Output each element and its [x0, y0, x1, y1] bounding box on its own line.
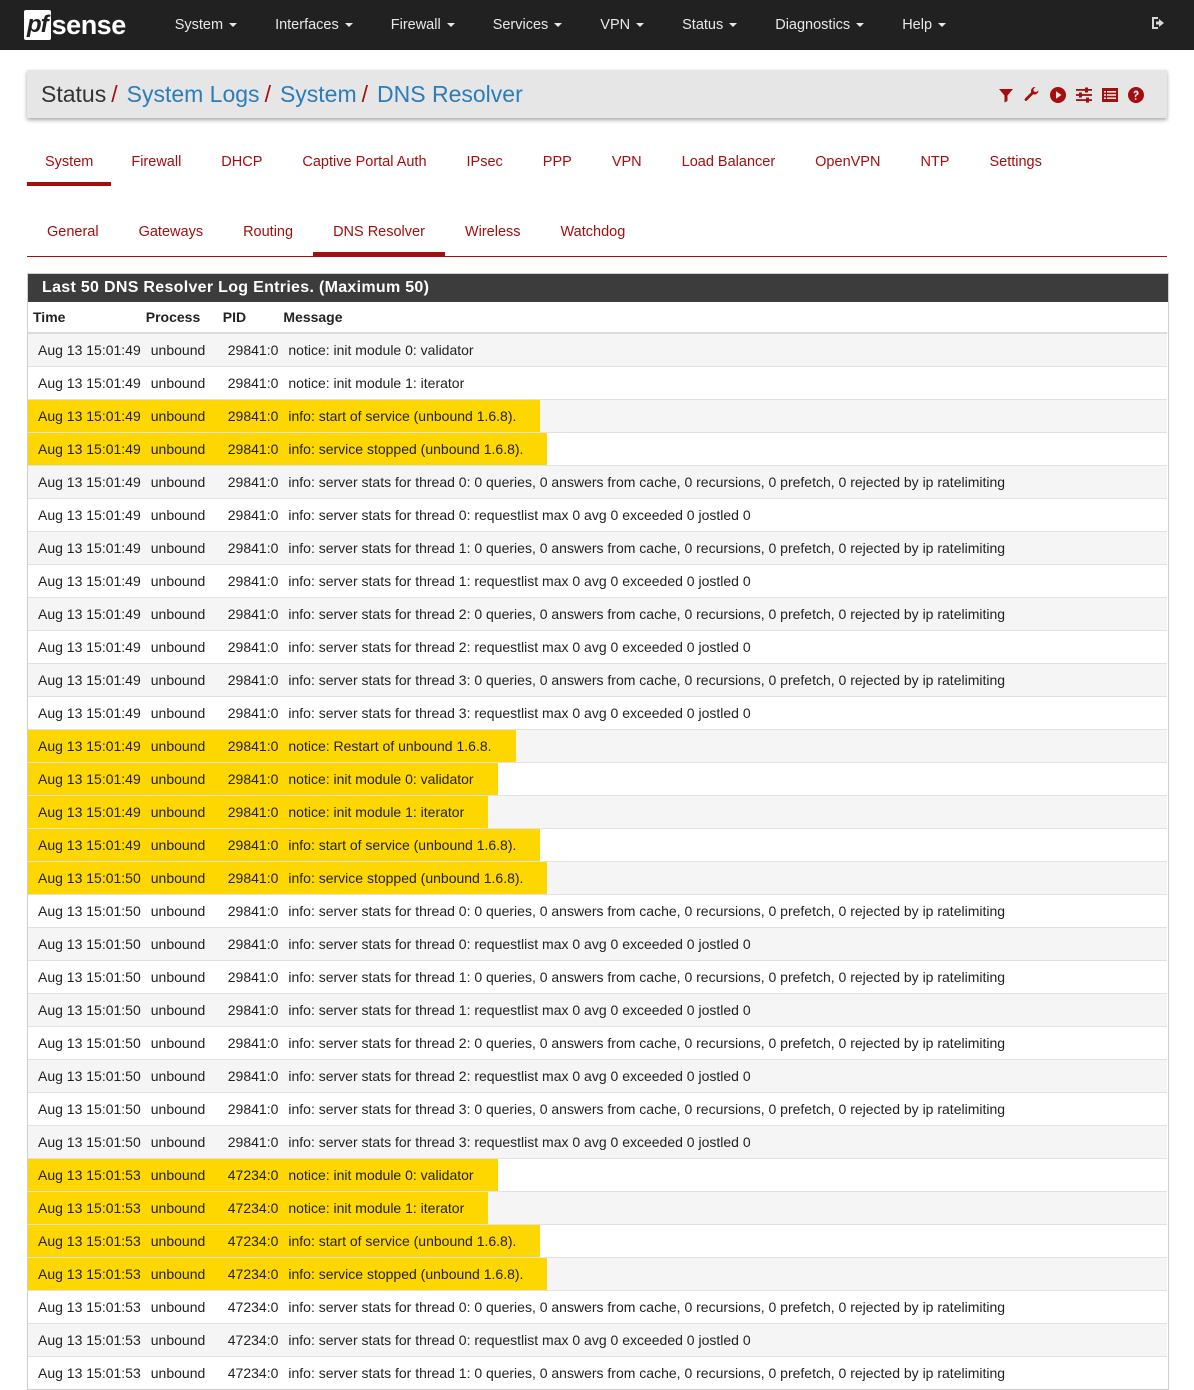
menu-services[interactable] — [474, 0, 582, 50]
log-pid: 29841:0 — [218, 994, 279, 1027]
log-time: Aug 13 15:01:49 — [28, 333, 141, 367]
log-message — [278, 433, 1167, 466]
log-message-text: info: server stats for thread 2: 0 queries, 0 answers from cache, 0 recursions, 0 prefetch, 0 rejected by ip ratelimiting — [288, 606, 1006, 622]
log-pid: 47234:0 — [218, 1225, 279, 1258]
caret-down-icon — [554, 23, 562, 27]
log-process: unbound — [141, 961, 218, 994]
log-pid: 29841:0 — [218, 333, 279, 367]
log-time: Aug 13 15:01:49 — [28, 499, 141, 532]
log-category-tabs — [27, 142, 1167, 187]
log-message-text: info: server stats for thread 0: 0 queries, 0 answers from cache, 0 recursions, 0 prefetch, 0 rejected by ip ratelimiting — [288, 474, 1006, 490]
log-process: unbound — [141, 1225, 218, 1258]
menu-label: Services — [492, 17, 549, 33]
menu-vpn[interactable] — [581, 0, 663, 50]
subtab-watchdog[interactable]: Watchdog — [560, 224, 626, 240]
log-process: unbound — [141, 697, 218, 730]
caret-down-icon — [345, 23, 353, 27]
log-pid: 29841:0 — [218, 1027, 279, 1060]
table-row — [28, 565, 1167, 598]
log-pid: 29841:0 — [218, 499, 279, 532]
log-message — [278, 1291, 1167, 1324]
log-pid: 29841:0 — [218, 466, 279, 499]
log-pid: 29841:0 — [218, 400, 279, 433]
log-message-text: info: server stats for thread 1: 0 queries, 0 answers from cache, 0 recursions, 0 prefetch, 0 rejected by ip ratelimiting — [288, 540, 1006, 556]
log-time: Aug 13 15:01:49 — [28, 466, 141, 499]
log-process: unbound — [141, 1093, 218, 1126]
log-pid: 29841:0 — [218, 1126, 279, 1159]
log-time: Aug 13 15:01:49 — [28, 565, 141, 598]
log-pid: 29841:0 — [218, 730, 279, 763]
log-pid: 29841:0 — [218, 763, 279, 796]
log-time: Aug 13 15:01:50 — [28, 994, 141, 1027]
list-alt-icon[interactable] — [1101, 86, 1119, 104]
menu-system[interactable] — [156, 0, 256, 50]
log-time: Aug 13 15:01:50 — [28, 961, 141, 994]
log-time: Aug 13 15:01:53 — [28, 1159, 141, 1192]
log-process: unbound — [141, 862, 218, 895]
log-pid: 47234:0 — [218, 1258, 279, 1291]
log-pid: 29841:0 — [218, 1093, 279, 1126]
log-message-text: info: server stats for thread 0: requestlist max 0 avg 0 exceeded 0 jostled 0 — [288, 936, 751, 952]
log-table — [28, 302, 1167, 1389]
system-log-subtabs — [27, 212, 1167, 257]
log-pid: 29841:0 — [218, 1060, 279, 1093]
breadcrumb-status: Status — [41, 80, 107, 107]
log-message — [278, 466, 1167, 499]
log-message-text: info: server stats for thread 1: 0 queries, 0 answers from cache, 0 recursions, 0 prefetch, 0 rejected by ip ratelimiting — [288, 1365, 1006, 1381]
log-time: Aug 13 15:01:49 — [28, 664, 141, 697]
log-process: unbound — [141, 1291, 218, 1324]
table-row — [28, 1258, 1167, 1291]
table-row — [28, 1324, 1167, 1357]
log-process: unbound — [141, 532, 218, 565]
column-header-message: Message — [278, 302, 1167, 333]
log-message — [278, 961, 1167, 994]
log-time: Aug 13 15:01:49 — [28, 598, 141, 631]
log-message — [278, 598, 1167, 631]
column-header-time: Time — [28, 302, 141, 333]
subtab-general[interactable]: General — [47, 224, 99, 240]
menu-help[interactable] — [883, 0, 965, 50]
logo-sense: sense — [51, 9, 126, 40]
breadcrumb-dns-resolver[interactable]: DNS Resolver — [377, 80, 523, 107]
sliders-icon[interactable] — [1075, 86, 1093, 104]
log-message-text: notice: init module 1: iterator — [278, 796, 488, 828]
log-time: Aug 13 15:01:50 — [28, 895, 141, 928]
log-time: Aug 13 15:01:49 — [28, 631, 141, 664]
log-time: Aug 13 15:01:53 — [28, 1192, 141, 1225]
log-time: Aug 13 15:01:49 — [28, 532, 141, 565]
log-message-text: info: server stats for thread 1: requestlist max 0 avg 0 exceeded 0 jostled 0 — [288, 573, 751, 589]
log-message — [278, 367, 1167, 400]
menu-label: VPN — [600, 17, 631, 33]
log-pid: 29841:0 — [218, 961, 279, 994]
subtab-wireless[interactable]: Wireless — [464, 224, 521, 240]
table-row — [28, 763, 1167, 796]
table-row — [28, 730, 1167, 763]
log-message — [278, 1027, 1167, 1060]
table-row — [28, 1225, 1167, 1258]
breadcrumb — [41, 81, 523, 108]
log-message-text: notice: init module 0: validator — [288, 342, 474, 358]
column-header-process: Process — [141, 302, 218, 333]
log-process: unbound — [141, 631, 218, 664]
log-message-text: info: server stats for thread 2: requestlist max 0 avg 0 exceeded 0 jostled 0 — [288, 1068, 751, 1084]
main-menu — [156, 0, 965, 50]
table-row — [28, 1126, 1167, 1159]
log-process: unbound — [141, 466, 218, 499]
log-message — [278, 1258, 1167, 1291]
log-pid: 29841:0 — [218, 598, 279, 631]
log-message — [278, 1093, 1167, 1126]
log-pid: 29841:0 — [218, 928, 279, 961]
log-message-text: info: start of service (unbound 1.6.8). — [278, 400, 540, 432]
table-row — [28, 994, 1167, 1027]
log-time: Aug 13 15:01:49 — [28, 433, 141, 466]
log-message-text: info: server stats for thread 2: 0 queries, 0 answers from cache, 0 recursions, 0 prefetch, 0 rejected by ip ratelimiting — [288, 1035, 1006, 1051]
log-message — [278, 994, 1167, 1027]
log-message-text: info: server stats for thread 1: 0 queries, 0 answers from cache, 0 recursions, 0 prefetch, 0 rejected by ip ratelimiting — [288, 969, 1006, 985]
tab-load-balancer[interactable]: Load Balancer — [681, 154, 776, 170]
menu-label: Interfaces — [275, 17, 339, 33]
menu-label: Status — [682, 17, 724, 33]
log-message-text: info: server stats for thread 3: requestlist max 0 avg 0 exceeded 0 jostled 0 — [288, 705, 751, 721]
table-row — [28, 433, 1167, 466]
caret-down-icon — [856, 23, 864, 27]
log-pid: 47234:0 — [218, 1357, 279, 1390]
caret-down-icon — [229, 23, 237, 27]
table-row — [28, 466, 1167, 499]
log-message-text: notice: init module 1: iterator — [288, 375, 465, 391]
log-message-text: info: server stats for thread 1: requestlist max 0 avg 0 exceeded 0 jostled 0 — [288, 1002, 751, 1018]
log-time: Aug 13 15:01:50 — [28, 1027, 141, 1060]
log-pid: 29841:0 — [218, 532, 279, 565]
log-process: unbound — [141, 763, 218, 796]
log-message-text: info: server stats for thread 0: 0 queries, 0 answers from cache, 0 recursions, 0 prefetch, 0 rejected by ip ratelimiting — [288, 903, 1006, 919]
table-row — [28, 829, 1167, 862]
table-row — [28, 928, 1167, 961]
log-panel — [27, 273, 1169, 1390]
log-pid: 29841:0 — [218, 565, 279, 598]
log-message-text: info: server stats for thread 3: 0 queries, 0 answers from cache, 0 recursions, 0 prefetch, 0 rejected by ip ratelimiting — [288, 1101, 1006, 1117]
table-row — [28, 697, 1167, 730]
breadcrumb-bar — [27, 70, 1167, 118]
log-time: Aug 13 15:01:50 — [28, 928, 141, 961]
log-process: unbound — [141, 367, 218, 400]
log-message — [278, 1159, 1167, 1192]
question-circle-icon[interactable] — [1127, 86, 1145, 104]
log-message — [278, 697, 1167, 730]
tab-settings[interactable]: Settings — [989, 154, 1042, 170]
log-message-text: info: server stats for thread 0: requestlist max 0 avg 0 exceeded 0 jostled 0 — [288, 507, 751, 523]
log-pid: 29841:0 — [218, 796, 279, 829]
menu-firewall[interactable] — [372, 0, 474, 50]
log-message — [278, 499, 1167, 532]
log-pid: 29841:0 — [218, 697, 279, 730]
log-process: unbound — [141, 928, 218, 961]
log-process: unbound — [141, 1060, 218, 1093]
table-row — [28, 1192, 1167, 1225]
log-message — [278, 829, 1167, 862]
log-process: unbound — [141, 1027, 218, 1060]
log-process: unbound — [141, 1126, 218, 1159]
filter-icon[interactable] — [997, 86, 1015, 104]
log-message-text: notice: init module 0: validator — [278, 1159, 497, 1191]
table-row — [28, 499, 1167, 532]
log-process: unbound — [141, 433, 218, 466]
log-pid: 29841:0 — [218, 862, 279, 895]
log-message — [278, 928, 1167, 961]
tab-dhcp[interactable]: DHCP — [221, 154, 263, 170]
log-message — [278, 1357, 1167, 1390]
log-time: Aug 13 15:01:53 — [28, 1291, 141, 1324]
table-row — [28, 796, 1167, 829]
breadcrumb-system-logs[interactable]: System Logs — [126, 80, 260, 107]
top-navbar — [0, 0, 1194, 50]
breadcrumb-separator: / — [264, 80, 271, 107]
log-message — [278, 1324, 1167, 1357]
log-message — [278, 1060, 1167, 1093]
table-row — [28, 400, 1167, 433]
caret-down-icon — [636, 23, 644, 27]
tab-captive-portal-auth[interactable]: Captive Portal Auth — [302, 154, 427, 170]
log-message — [278, 565, 1167, 598]
pfsense-logo[interactable] — [24, 7, 126, 43]
table-row — [28, 862, 1167, 895]
log-process: unbound — [141, 1192, 218, 1225]
breadcrumb-actions — [997, 86, 1145, 104]
breadcrumb-separator: / — [361, 80, 369, 107]
log-message — [278, 1225, 1167, 1258]
tab-ipsec[interactable]: IPsec — [466, 154, 503, 170]
menu-diagnostics[interactable] — [756, 0, 883, 50]
column-header-pid: PID — [218, 302, 279, 333]
log-message-text: info: start of service (unbound 1.6.8). — [278, 1225, 540, 1257]
log-process: unbound — [141, 333, 218, 367]
log-process: unbound — [141, 1357, 218, 1390]
log-time: Aug 13 15:01:49 — [28, 730, 141, 763]
log-message-text: info: server stats for thread 3: requestlist max 0 avg 0 exceeded 0 jostled 0 — [288, 1134, 751, 1150]
subtab-dns-resolver[interactable]: DNS Resolver — [313, 212, 445, 256]
menu-label: Help — [902, 17, 933, 33]
log-message — [278, 631, 1167, 664]
tab-openvpn[interactable]: OpenVPN — [815, 154, 881, 170]
table-row — [28, 598, 1167, 631]
log-process: unbound — [141, 994, 218, 1027]
tab-ppp[interactable]: PPP — [542, 154, 572, 170]
log-process: unbound — [141, 400, 218, 433]
log-pid: 29841:0 — [218, 631, 279, 664]
tab-system[interactable]: System — [27, 142, 111, 186]
table-row — [28, 1027, 1167, 1060]
table-row — [28, 961, 1167, 994]
log-process: unbound — [141, 796, 218, 829]
log-pid: 29841:0 — [218, 367, 279, 400]
log-message — [278, 1126, 1167, 1159]
log-message — [278, 333, 1167, 367]
log-time: Aug 13 15:01:49 — [28, 697, 141, 730]
log-time: Aug 13 15:01:53 — [28, 1225, 141, 1258]
log-message-text: info: server stats for thread 3: 0 queries, 0 answers from cache, 0 recursions, 0 prefetch, 0 rejected by ip ratelimiting — [288, 672, 1006, 688]
menu-interfaces[interactable] — [256, 0, 372, 50]
log-message-text: info: start of service (unbound 1.6.8). — [278, 829, 540, 861]
log-process: unbound — [141, 499, 218, 532]
log-time: Aug 13 15:01:49 — [28, 763, 141, 796]
log-process: unbound — [141, 1159, 218, 1192]
table-row — [28, 664, 1167, 697]
table-row — [28, 333, 1167, 367]
log-time: Aug 13 15:01:49 — [28, 796, 141, 829]
log-message-text: notice: init module 1: iterator — [278, 1192, 488, 1224]
log-process: unbound — [141, 1258, 218, 1291]
table-header-row — [28, 302, 1167, 333]
log-message-text: info: service stopped (unbound 1.6.8). — [278, 862, 547, 894]
log-time: Aug 13 15:01:50 — [28, 1060, 141, 1093]
subtab-routing[interactable]: Routing — [243, 224, 294, 240]
breadcrumb-system[interactable]: System — [279, 80, 357, 107]
log-time: Aug 13 15:01:49 — [28, 829, 141, 862]
log-message — [278, 400, 1167, 433]
log-pid: 47234:0 — [218, 1291, 279, 1324]
table-row — [28, 631, 1167, 664]
table-row — [28, 1291, 1167, 1324]
caret-down-icon — [938, 23, 946, 27]
table-row — [28, 532, 1167, 565]
log-process: unbound — [141, 1324, 218, 1357]
log-message — [278, 796, 1167, 829]
log-pid: 47234:0 — [218, 1324, 279, 1357]
table-row — [28, 1357, 1167, 1390]
log-pid: 29841:0 — [218, 433, 279, 466]
log-message-text: info: service stopped (unbound 1.6.8). — [278, 433, 547, 465]
table-row — [28, 367, 1167, 400]
log-message — [278, 664, 1167, 697]
tab-firewall[interactable]: Firewall — [131, 154, 182, 170]
log-message-text: info: server stats for thread 0: 0 queries, 0 answers from cache, 0 recursions, 0 prefetch, 0 rejected by ip ratelimiting — [288, 1299, 1006, 1315]
log-message — [278, 763, 1167, 796]
play-circle-icon[interactable] — [1049, 86, 1067, 104]
log-message — [278, 730, 1167, 763]
logo-pf: pf — [24, 10, 51, 40]
breadcrumb-separator: / — [111, 80, 118, 107]
log-pid: 29841:0 — [218, 895, 279, 928]
log-pid: 29841:0 — [218, 664, 279, 697]
log-pid: 47234:0 — [218, 1192, 279, 1225]
table-row — [28, 1159, 1167, 1192]
log-process: unbound — [141, 895, 218, 928]
log-message-text: info: service stopped (unbound 1.6.8). — [278, 1258, 547, 1290]
log-time: Aug 13 15:01:50 — [28, 1093, 141, 1126]
caret-down-icon — [729, 23, 737, 27]
log-pid: 29841:0 — [218, 829, 279, 862]
menu-status[interactable] — [663, 0, 756, 50]
log-process: unbound — [141, 829, 218, 862]
log-message-text: info: server stats for thread 2: requestlist max 0 avg 0 exceeded 0 jostled 0 — [288, 639, 751, 655]
log-message — [278, 895, 1167, 928]
table-row — [28, 1060, 1167, 1093]
log-message — [278, 532, 1167, 565]
log-message — [278, 862, 1167, 895]
table-row — [28, 1093, 1167, 1126]
log-pid: 47234:0 — [218, 1159, 279, 1192]
log-time: Aug 13 15:01:53 — [28, 1324, 141, 1357]
log-process: unbound — [141, 664, 218, 697]
log-message-text: notice: Restart of unbound 1.6.8. — [278, 730, 515, 762]
wrench-icon[interactable] — [1023, 86, 1041, 104]
sign-out-icon[interactable] — [1150, 15, 1166, 31]
log-message — [278, 1192, 1167, 1225]
log-process: unbound — [141, 565, 218, 598]
log-time: Aug 13 15:01:49 — [28, 400, 141, 433]
log-time: Aug 13 15:01:53 — [28, 1258, 141, 1291]
log-time: Aug 13 15:01:50 — [28, 862, 141, 895]
log-message-text: info: server stats for thread 0: requestlist max 0 avg 0 exceeded 0 jostled 0 — [288, 1332, 751, 1348]
log-time: Aug 13 15:01:50 — [28, 1126, 141, 1159]
log-process: unbound — [141, 598, 218, 631]
table-row — [28, 895, 1167, 928]
panel-title: Last 50 DNS Resolver Log Entries. (Maximum 50) — [28, 274, 1168, 302]
log-process: unbound — [141, 730, 218, 763]
caret-down-icon — [447, 23, 455, 27]
subtab-gateways[interactable]: Gateways — [138, 224, 204, 240]
tab-vpn[interactable]: VPN — [611, 154, 642, 170]
log-time: Aug 13 15:01:49 — [28, 367, 141, 400]
log-message-text: notice: init module 0: validator — [278, 763, 497, 795]
tab-ntp[interactable]: NTP — [920, 154, 950, 170]
menu-label: System — [174, 17, 224, 33]
log-time: Aug 13 15:01:53 — [28, 1357, 141, 1390]
menu-label: Firewall — [390, 17, 441, 33]
menu-label: Diagnostics — [775, 17, 851, 33]
